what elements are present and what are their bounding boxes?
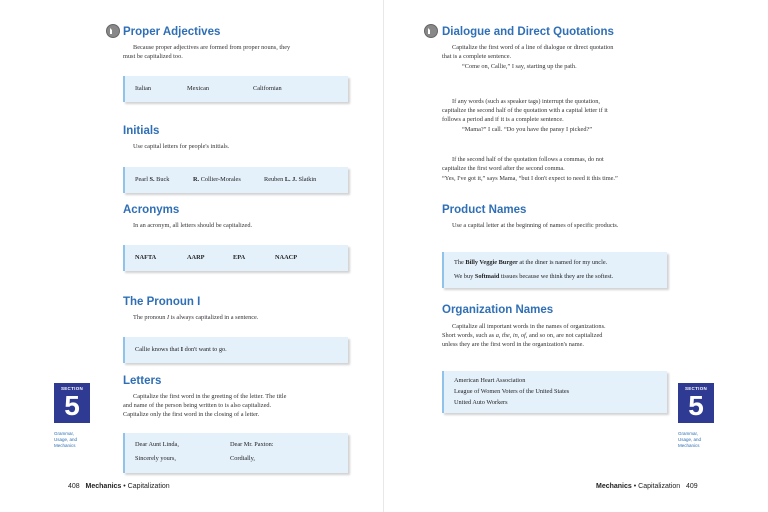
dialogue-example-2: “Mama?” I call. “Do you have the pansy I picked?”	[462, 126, 593, 133]
acronym-example: AARP	[187, 254, 205, 261]
example-word: Mexican	[187, 85, 210, 92]
proper-adjectives-text-2: must be capitalized too.	[123, 53, 183, 60]
acronyms-text: In an acronym, all letters should be capitalized.	[133, 222, 253, 229]
dialogue-example-3: “Yes, I've got it,” says Mama, “but I don't expect to need it this time.”	[442, 175, 618, 182]
footer-title: Mechanics	[596, 483, 632, 490]
footer-subtitle: Capitalization	[127, 483, 170, 490]
page-number: 409	[686, 483, 698, 490]
organization-text-2: Short words, such as a, the, in, of, and so on, are not capitalized	[442, 332, 603, 339]
initials-example-box	[123, 167, 348, 193]
dialogue-text-7: capitalize the first word after the second comma.	[442, 165, 565, 172]
letter-closing-example: Sincerely yours,	[135, 455, 176, 462]
section-subtitle: Grammar, Usage, and Mechanics	[678, 431, 702, 448]
initials-example-1: Pearl S. Buck	[135, 176, 170, 183]
letters-text-1: Capitalize the first word in the greeting of the letter. The title	[133, 393, 287, 400]
organization-text-1: Capitalize all important words in the names of organizations.	[452, 323, 606, 330]
product-example-1: The Billy Veggie Burger at the diner is named for my uncle.	[454, 259, 608, 266]
right-page	[384, 0, 768, 512]
heading-proper-adjectives: Proper Adjectives	[123, 26, 221, 38]
acronym-example: NAACP	[275, 254, 298, 261]
proper-adjectives-text-1: Because proper adjectives are formed from proper nouns, they	[133, 44, 291, 51]
section-number: 5	[688, 390, 704, 421]
initials-example-2: R. Collier-Morales	[193, 176, 241, 183]
pronoun-example-box	[123, 337, 348, 363]
section-number: 5	[64, 390, 80, 421]
organization-text-3: unless they are the first word in the organization's name.	[442, 341, 584, 348]
speaker-icon[interactable]	[424, 24, 438, 38]
section-label: SECTION	[60, 386, 84, 391]
footer-subtitle: Capitalization	[638, 483, 681, 490]
heading-acronyms: Acronyms	[123, 204, 180, 216]
organization-example: United Auto Workers	[454, 399, 508, 406]
left-footer: 408 Mechanics • Capitalization	[68, 483, 170, 490]
letters-text-2: and name of the person being written to is also capitalized.	[123, 402, 272, 409]
product-text: Use a capital letter at the beginning of names of specific products.	[452, 222, 619, 229]
letters-text-3: Capitalize only the first word in the closing of a letter.	[123, 411, 260, 418]
organization-example: League of Women Voters of the United States	[454, 388, 570, 395]
pronoun-text: The pronoun I is always capitalized in a sentence.	[133, 314, 259, 321]
section-subtitle: Grammar, Usage, and Mechanics	[54, 431, 78, 448]
heading-initials: Initials	[123, 125, 160, 137]
acronyms-example-box	[123, 245, 348, 271]
acronym-example: NAFTA	[135, 254, 157, 261]
section-tab	[54, 383, 90, 423]
product-example-box	[442, 252, 667, 288]
initials-example-3: Reuben L. J. Slatkin	[264, 176, 317, 183]
page-number: 408	[68, 483, 80, 490]
section-tab	[678, 383, 714, 423]
heading-organization-names: Organization Names	[442, 304, 554, 316]
heading-letters: Letters	[123, 375, 162, 387]
dialogue-text-1: Capitalize the first word of a line of dialogue or direct quotation	[452, 44, 614, 51]
heading-dialogue: Dialogue and Direct Quotations	[442, 26, 614, 38]
organization-example: American Heart Association	[454, 377, 526, 384]
right-footer: Mechanics • Capitalization 409	[596, 483, 698, 490]
heading-product-names: Product Names	[442, 204, 527, 216]
letter-greeting-example: Dear Aunt Linda,	[135, 441, 179, 448]
pronoun-example: Callie knows that I don't want to go.	[135, 346, 227, 353]
product-example-2: We buy Softmaid tissues because we think they are the softest.	[454, 273, 614, 280]
heading-pronoun-i: The Pronoun I	[123, 296, 201, 308]
example-word: Californian	[253, 85, 282, 92]
speaker-icon[interactable]	[106, 24, 120, 38]
proper-adjectives-example-box	[123, 76, 348, 102]
footer-title: Mechanics	[85, 483, 122, 490]
dialogue-text-4: capitalize the second half of the quotation with a capital letter if it	[442, 107, 608, 114]
dialogue-text-6: If the second half of the quotation follows a commas, do not	[452, 156, 604, 163]
initials-text: Use capital letters for people's initials.	[133, 143, 230, 150]
acronym-example: EPA	[233, 254, 246, 261]
organization-example-box	[442, 371, 667, 413]
example-word: Italian	[135, 85, 152, 92]
dialogue-example-1: “Come on, Callie,” I say, starting up the path.	[462, 63, 577, 70]
letter-closing-example: Cordially,	[230, 455, 255, 462]
section-label: SECTION	[684, 386, 708, 391]
dialogue-text-3: If any words (such as speaker tags) interrupt the quotation,	[452, 98, 600, 105]
letters-example-box	[123, 433, 348, 473]
letter-greeting-example: Dear Mr. Paxton:	[230, 441, 274, 448]
dialogue-text-2: that is a complete sentence.	[442, 53, 512, 60]
dialogue-text-5: follows a period and if it is a complete sentence.	[442, 116, 564, 123]
